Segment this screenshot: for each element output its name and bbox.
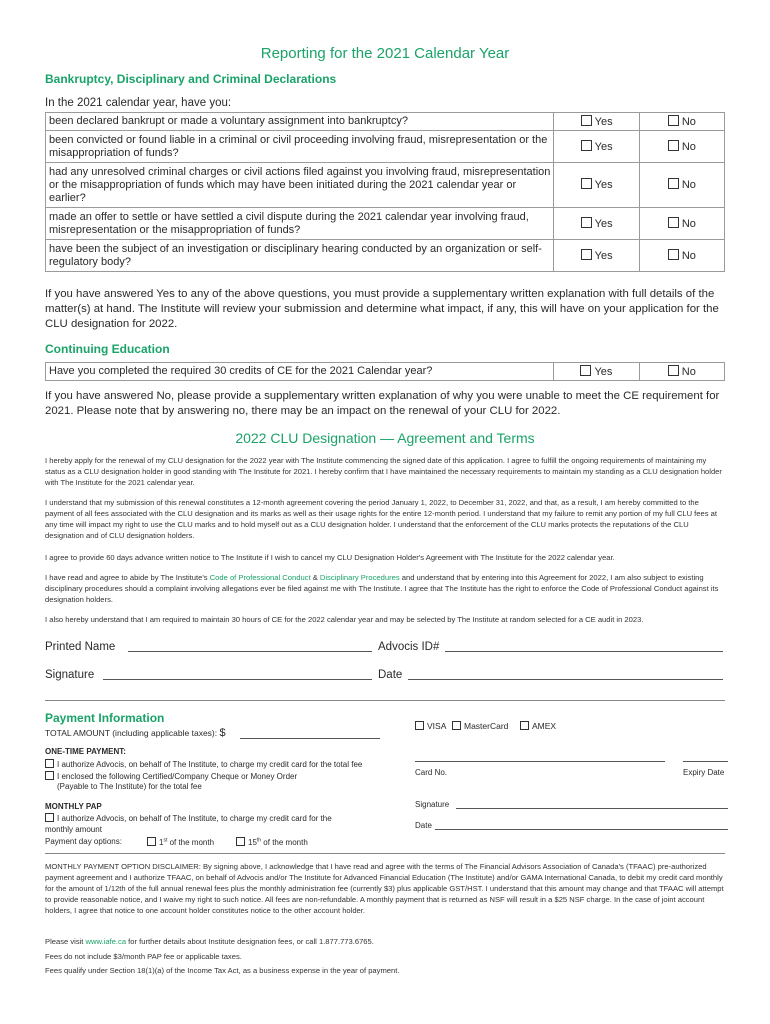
agreement-title: 2022 CLU Designation — Agreement and Terms xyxy=(235,430,535,446)
amex-checkbox[interactable]: AMEX xyxy=(520,721,556,731)
total-amount-field[interactable] xyxy=(240,738,380,739)
table-row xyxy=(46,131,725,163)
checkbox-icon xyxy=(668,140,679,151)
payment-date-field[interactable] xyxy=(435,829,728,830)
checkbox-icon xyxy=(45,759,54,768)
yes-checkbox[interactable]: Yes xyxy=(554,131,639,163)
one-time-credit-checkbox[interactable]: I authorize Advocis, on behalf of The Institute, to charge my credit card for the total fee xyxy=(45,759,362,769)
checkbox-icon xyxy=(580,365,591,376)
visit-note: Please visit www.iafe.ca for further details about Institute designation fees, or call 1.877.773.6765. xyxy=(45,937,374,946)
checkbox-icon xyxy=(581,178,592,189)
question-text: had any unresolved criminal charges or civil actions filed against you involving fraud, misrepresentation or the misappropriation of funds which may have been initiated during the 2021 calendar year or earlier? xyxy=(46,163,554,208)
payment-signature-label: Signature xyxy=(415,800,450,809)
card-number-label: Card No. xyxy=(415,768,448,777)
checkbox-icon xyxy=(668,178,679,189)
checkbox-icon xyxy=(581,217,592,228)
question-text: been declared bankrupt or made a voluntary assignment into bankruptcy? xyxy=(46,113,554,131)
ce-table xyxy=(45,362,725,381)
yes-checkbox[interactable]: Yes xyxy=(554,240,639,272)
ce-note: If you have answered No, please provide a supplementary written explanation of why you were unable to meet the CE requirement for 2021. Please note that by answering no, there may be an impact on the renewal of your CLU for 2022. xyxy=(45,390,720,417)
declarations-table xyxy=(45,112,725,272)
ce-question: Have you completed the required 30 credits of CE for the 2021 Calendar year? xyxy=(46,363,554,381)
table-row xyxy=(46,240,725,272)
one-time-cheque-note: (Payable to The Institute) for the total fee xyxy=(57,782,202,791)
monthly-heading: MONTHLY PAP xyxy=(45,802,102,811)
payment-signature-field[interactable] xyxy=(456,808,728,809)
printed-name-label: Printed Name xyxy=(45,641,116,653)
checkbox-icon xyxy=(520,721,529,730)
yes-checkbox[interactable]: Yes xyxy=(554,113,639,131)
one-time-heading: ONE-TIME PAYMENT: xyxy=(45,747,126,756)
iafe-website-link[interactable]: www.iafe.ca xyxy=(85,937,127,946)
table-row xyxy=(46,363,725,381)
no-checkbox[interactable]: No xyxy=(639,131,724,163)
checkbox-icon xyxy=(581,140,592,151)
yes-checkbox[interactable]: Yes xyxy=(554,208,639,240)
mastercard-checkbox[interactable]: MasterCard xyxy=(452,721,508,731)
declarations-note: If you have answered Yes to any of the above questions, you must provide a supplementary written explanation with full details of the matter(s) at hand. The Institute will review your submission and determine what impact, if any, this will have on your application for the CLU designation for 2022. xyxy=(45,288,719,330)
expiry-date-field[interactable] xyxy=(683,761,728,762)
card-number-field[interactable] xyxy=(415,761,665,762)
checkbox-icon xyxy=(236,837,245,846)
monthly-pap-checkbox[interactable]: I authorize Advocis, on behalf of The Institute, to charge my credit card for the monthly amount xyxy=(45,814,332,834)
agreement-paragraph: I also hereby understand that I am required to maintain 30 hours of CE for the 2022 calendar year and may be selected by The Institute at random selected for a CE audit in 2023. xyxy=(45,615,644,624)
checkbox-icon xyxy=(415,721,424,730)
checkbox-icon xyxy=(668,217,679,228)
expiry-date-label: Expiry Date xyxy=(683,768,725,777)
checkbox-icon xyxy=(581,249,592,260)
no-checkbox[interactable]: No xyxy=(639,208,724,240)
tax-note: Fees qualify under Section 18(1)(a) of the Income Tax Act, as a business expense in the year of payment. xyxy=(45,966,400,975)
disciplinary-procedures-link[interactable]: Disciplinary Procedures xyxy=(319,573,400,582)
checkbox-icon xyxy=(668,365,679,376)
table-row xyxy=(46,113,725,131)
divider xyxy=(45,700,725,701)
advocis-id-field[interactable] xyxy=(445,651,723,652)
payment-date-label: Date xyxy=(415,821,432,830)
pap-fee-note: Fees do not include $3/month PAP fee or applicable taxes. xyxy=(45,952,242,961)
question-text: have been the subject of an investigation or disciplinary hearing conducted by an organization or self-regulatory body? xyxy=(46,240,554,272)
printed-name-field[interactable] xyxy=(128,651,372,652)
no-checkbox[interactable]: No xyxy=(639,113,724,131)
checkbox-icon xyxy=(45,771,54,780)
yes-checkbox[interactable]: Yes xyxy=(554,163,639,208)
no-checkbox[interactable]: No xyxy=(639,163,724,208)
signature-label: Signature xyxy=(45,669,95,681)
checkbox-icon xyxy=(45,813,54,822)
checkbox-icon xyxy=(452,721,461,730)
payment-heading: Payment Information xyxy=(45,711,165,725)
day-1-checkbox[interactable]: 1st of the month xyxy=(147,837,214,847)
ce-no-checkbox[interactable]: No xyxy=(639,363,724,381)
agreement-paragraph: I understand that my submission of this renewal constitutes a 12-month agreement covering the period January 1, 2022, to December 31, 2022, and that, as a result, I am hereby committed to the payment of all fees associated with the CLU designation and its marks as well as their usage rights for the entire 12-month period. I understand that my failure to remit any portion of my full CLU fees at any time will impact my right to use the CLU marks and to hold myself out as a CLU designation holder. I understand that the enforcement of the CLU marks protects the reputations of the CLU designation and of CLU designation holders. xyxy=(45,498,717,540)
declarations-intro: In the 2021 calendar year, have you: xyxy=(45,97,232,109)
day-15-checkbox[interactable]: 15th of the month xyxy=(236,837,308,847)
code-of-conduct-link[interactable]: Code of Professional Conduct xyxy=(209,573,311,582)
checkbox-icon xyxy=(668,249,679,260)
one-time-cheque-checkbox[interactable]: I enclosed the following Certified/Company Cheque or Money Order xyxy=(45,771,297,781)
agreement-paragraph: I hereby apply for the renewal of my CLU designation for the 2022 year with The Institute commencing the signed date of this application. I agree to fulfill the ongoing requirements of maintaining my status as a CLU designation holder in good standing with The Institute for 2021. I hereby confirm that I have maintained the necessary requirements to maintain my standing as a CLU designation holder with The Institute for the 2021 calendar year. xyxy=(45,456,722,487)
table-row xyxy=(46,208,725,240)
payment-day-label: Payment day options: xyxy=(45,837,122,846)
ce-heading: Continuing Education xyxy=(45,342,170,356)
declarations-heading: Bankruptcy, Disciplinary and Criminal Declarations xyxy=(45,72,337,86)
no-checkbox[interactable]: No xyxy=(639,240,724,272)
visa-checkbox[interactable]: VISA xyxy=(415,721,446,731)
table-row xyxy=(46,163,725,208)
question-text: been convicted or found liable in a criminal or civil proceeding involving fraud, misrepresentation or the misappropriation of funds? xyxy=(46,131,554,163)
checkbox-icon xyxy=(147,837,156,846)
advocis-id-label: Advocis ID# xyxy=(378,641,440,653)
question-text: made an offer to settle or have settled a civil dispute during the 2021 calendar year involving fraud, misrepresentation or the misappropriation of funds? xyxy=(46,208,554,240)
divider xyxy=(45,853,725,854)
agreement-paragraph: I agree to provide 60 days advance written notice to The Institute if I wish to cancel my CLU Designation Holder's Agreement with The Institute for the 2022 calendar year. xyxy=(45,553,615,562)
agreement-paragraph: I have read and agree to abide by The Institute's Code of Professional Conduct & Disciplinary Procedures and understand that by entering into this Agreement for 2022, I am also subject to existing disciplinary procedures should a complaint involving allegations ever be filed against me with The Institute. I agree that The Institute has the right to enforce the Code of Professional Conduct against its designation holders. xyxy=(45,573,719,604)
signature-field[interactable] xyxy=(103,679,372,680)
date-label: Date xyxy=(378,669,403,681)
date-field[interactable] xyxy=(408,679,723,680)
ce-yes-checkbox[interactable]: Yes xyxy=(554,363,639,381)
total-amount-label: TOTAL AMOUNT (including applicable taxes): $ xyxy=(45,727,226,739)
monthly-disclaimer: MONTHLY PAYMENT OPTION DISCLAIMER: By signing above, I acknowledge that I have read and agree with the terms of The Financial Advisors Association of Canada's (TFAAC) pre-authorized payment agreement and I authorize TFAAC, on behalf of Advocis and/or The Institute for Advanced Financial Education (The Institute) and/or GAMA International Canada, to debit my credit card monthly for the amount of 1/12th of the full annual renewal fees plus the monthly administration fee (currently $3) plus applicable GST/HST. I understand that this amount may change and that TFAAC will attempt to provide reasonable notice, and I waive my right to such notice. All fees are non-refundable. A monthly payment that is returned as NSF will result in a $25 NSF charge. In the case of joint account holders, I agree that notice to one account holder constitutes notice to the other account holder. xyxy=(45,862,724,915)
checkbox-icon xyxy=(581,115,592,126)
checkbox-icon xyxy=(668,115,679,126)
page-title: Reporting for the 2021 Calendar Year xyxy=(260,45,510,62)
